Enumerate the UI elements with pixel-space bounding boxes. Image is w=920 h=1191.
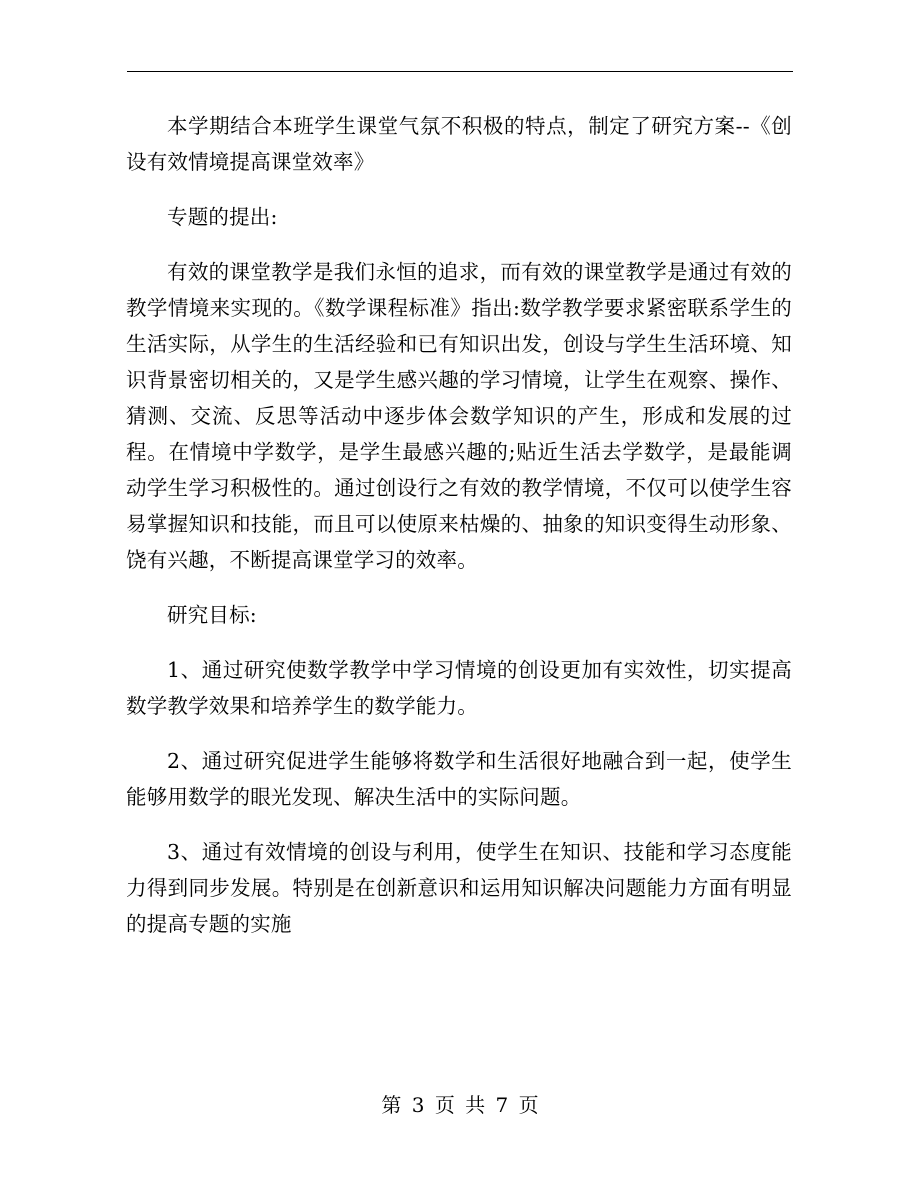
paragraph-topic-origin: 有效的课堂教学是我们永恒的追求，而有效的课堂教学是通过有效的教学情境来实现的。《数学课程标准》指出:数学教学要求紧密联系学生的生活实际，从学生的生活经验和已有知识出发，创设与学生生活环境、知识背景密切相关的，又是学生感兴趣的学习情境，让学生在观察、操作、猜测、交流、反思等活动中逐步体会数学知识的产生，形成和发展的过程。在情境中学数学，是学生最感兴趣的;贴近生活去学数学，是最能调动学生学习积极性的。通过创设行之有效的教学情境，不仅可以使学生容易掌握知识和技能，而且可以使原来枯燥的、抽象的知识变得生动形象、饶有兴趣，不断提高课堂学习的效率。 [126, 260, 792, 572]
list-item-goal-1: 1、通过研究使数学教学中学习情境的创设更加有实效性，切实提高数学教学效果和培养学生的数学能力。 [126, 658, 792, 718]
list-item-goal-2: 2、通过研究促进学生能够将数学和生活很好地融合到一起，使学生能够用数学的眼光发现、解决生活中的实际问题。 [126, 749, 792, 809]
page-number-footer: 第 3 页 共 7 页 [381, 1093, 539, 1117]
heading-research-goals: 研究目标: [167, 603, 257, 627]
paragraph-intro: 本学期结合本班学生课堂气氛不积极的特点，制定了研究方案--《创设有效情境提高课堂效率》 [126, 114, 792, 174]
document-body [126, 108, 792, 961]
list-item-goal-3: 3、通过有效情境的创设与利用，使学生在知识、技能和学习态度能力得到同步发展。特别是在创新意识和运用知识解决问题能力方面有明显的提高专题的实施 [126, 840, 792, 936]
heading-topic-origin: 专题的提出: [167, 205, 278, 229]
header-rule [127, 71, 793, 72]
